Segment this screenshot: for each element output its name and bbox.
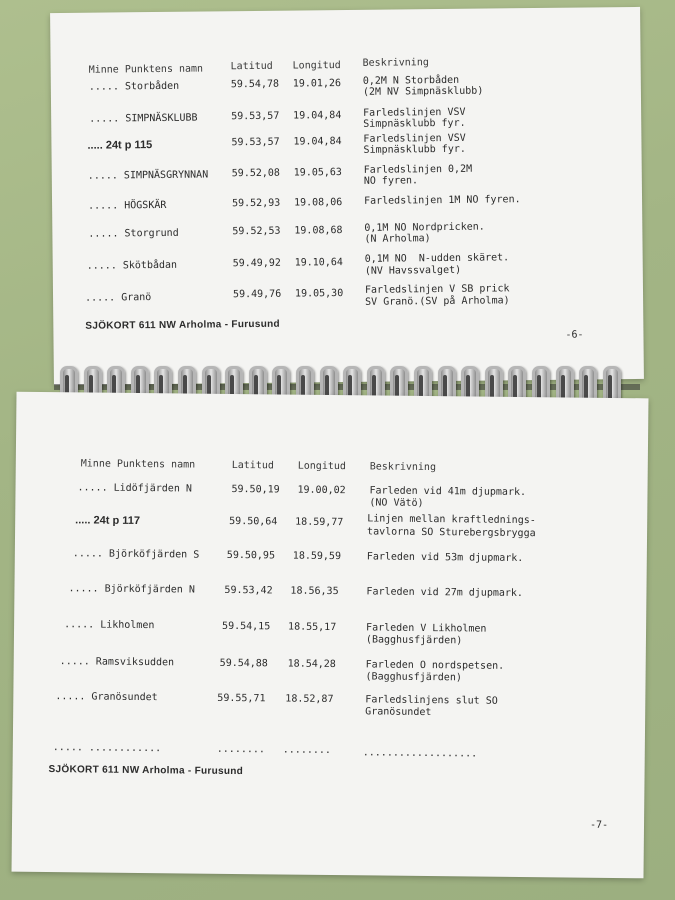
latitude: 59.54,15	[222, 620, 271, 633]
point-name: ..... Björköfjärden N	[68, 583, 195, 596]
longitude: 18.59,77	[295, 516, 344, 529]
blank-latitude: ........	[216, 743, 266, 756]
point-name: ..... Granö	[84, 292, 152, 304]
table-row	[15, 583, 647, 600]
latitude: 59.52,08	[231, 167, 280, 180]
page-number: -6-	[565, 329, 584, 341]
description-line-2: (2M NV Simpnäsklubb)	[362, 85, 484, 98]
longitude: 19.05,63	[293, 167, 342, 179]
description-line-2: (NO Vätö)	[369, 497, 424, 509]
latitude: 59.50,19	[231, 483, 280, 496]
description-line-2: NO fyren.	[363, 175, 419, 187]
longitude: 19.08,68	[294, 225, 343, 237]
header-latitude: Latitud	[231, 459, 274, 472]
point-name: ..... HÖGSKÄR	[88, 199, 167, 212]
latitude: 59.53,57	[231, 110, 280, 123]
description-line-1: Farleden vid 41m djupmark.	[369, 485, 527, 499]
table-row	[14, 619, 646, 647]
point-name: ..... 24t p 117	[75, 514, 141, 528]
longitude: 19.00,02	[297, 484, 346, 497]
header-latitude: Latitud	[230, 60, 273, 73]
description-line-1: Farledslinjen VSV	[363, 106, 466, 119]
description-line-1: Farledslinjens slut SO	[365, 694, 498, 707]
header-longitude: Longitud	[292, 60, 341, 72]
latitude: 59.52,53	[232, 225, 281, 238]
description-line-2: tavlorna SO Sturebergsbrygga	[367, 526, 536, 540]
point-name: ..... SIMPNÄSGRYNNAN	[87, 169, 209, 182]
blank-longitude: ........	[282, 744, 332, 757]
description-line-2: Simpnäsklubb fyr.	[363, 143, 466, 156]
longitude: 18.55,17	[288, 621, 337, 634]
description-line-2: (NV Havssvalget)	[364, 264, 462, 277]
point-name: ..... Storbåden	[88, 80, 180, 93]
table-row	[15, 513, 647, 540]
table-row	[15, 548, 647, 565]
description-line-2: Simpnäsklubb fyr.	[363, 117, 466, 130]
description-line-2: (Bagghusfjärden)	[365, 671, 462, 684]
point-name: ..... Skötbådan	[86, 259, 178, 272]
longitude: 19.04,84	[293, 110, 342, 122]
longitude: 18.54,28	[287, 658, 336, 671]
notebook-page-6	[50, 7, 644, 385]
table-row	[51, 132, 641, 156]
point-name: ..... Likholmen	[64, 619, 155, 632]
latitude: 59.53,57	[231, 136, 280, 149]
longitude: 18.52,87	[285, 693, 334, 706]
latitude: 59.52,93	[232, 197, 281, 210]
table-row	[14, 656, 646, 684]
description-line-1: Farledslinjen 0,2M	[363, 163, 473, 176]
description-line-1: Farledslinjen 1M NO fyren.	[363, 194, 521, 207]
latitude: 59.50,95	[226, 549, 276, 562]
blank-name: ..... ............	[52, 742, 162, 755]
longitude: 19.08,06	[294, 197, 343, 209]
description-line-1: 0,2M N Storbåden	[362, 74, 460, 87]
point-name: ..... Lidöfjärden N	[77, 482, 192, 495]
point-name: ..... Storgrund	[88, 227, 179, 240]
description-line-1: Farleden vid 27m djupmark.	[366, 586, 524, 600]
header-name: Minne Punktens namn	[88, 63, 204, 76]
point-name: ..... Ramsviksudden	[59, 656, 175, 669]
description-line-1: 0,1M NO Nordpricken.	[364, 221, 485, 234]
description-line-2: SV Granö.(SV på Arholma)	[365, 295, 510, 308]
longitude: 19.05,30	[294, 288, 344, 300]
header-description: Beskrivning	[369, 461, 437, 474]
latitude: 59.49,76	[232, 288, 282, 301]
description-line-1: Farleden V Likholmen	[366, 622, 487, 635]
latitude: 59.53,42	[224, 584, 273, 597]
header-description: Beskrivning	[362, 57, 429, 69]
description-line-2: Granösundet	[365, 706, 432, 719]
description-line-1: Farledslinjen VSV	[363, 132, 466, 145]
description-line-1: Linjen mellan kraftlednings-	[367, 513, 536, 527]
latitude: 59.55,71	[217, 692, 266, 705]
notebook-page-7	[12, 392, 649, 879]
table-row	[51, 106, 641, 130]
longitude: 19.10,64	[294, 257, 343, 269]
description-line-1: Farledslinjen V SB prick	[364, 283, 510, 296]
table-row	[53, 252, 643, 277]
longitude: 19.01,26	[292, 78, 342, 90]
header-name: Minne Punktens namn	[80, 458, 196, 471]
table-row	[52, 163, 642, 187]
chart-footer-title: SJÖKORT 611 NW Arholma - Furusund	[85, 318, 280, 332]
point-name: ..... SIMPNÄSKLUBB	[89, 112, 198, 125]
blank-description: ...................	[362, 747, 478, 760]
chart-footer-title: SJÖKORT 611 NW Arholma - Furusund	[48, 764, 244, 778]
table-row	[13, 691, 645, 719]
table-row	[16, 482, 648, 509]
point-name: ..... Granösundet	[55, 691, 158, 704]
description-line-2: (Bagghusfjärden)	[365, 634, 463, 647]
description-line-1: Farleden O nordspetsen.	[365, 659, 505, 672]
table-row	[53, 283, 643, 308]
header-longitude: Longitud	[297, 460, 346, 473]
latitude: 59.49,92	[232, 257, 281, 270]
description-line-1: Farleden vid 53m djupmark.	[366, 551, 524, 565]
point-name: ..... Björköfjärden S	[72, 548, 200, 561]
latitude: 59.50,64	[229, 515, 278, 528]
table-row	[51, 74, 641, 98]
table-row	[52, 194, 642, 212]
page-number: -7-	[589, 819, 609, 831]
description-line-2: (N Arholma)	[364, 233, 431, 245]
longitude: 18.56,35	[290, 585, 339, 598]
description-line-1: 0,1M NO N-udden skäret.	[364, 252, 510, 265]
latitude: 59.54,88	[219, 657, 268, 670]
point-name: ..... 24t p 115	[87, 139, 153, 152]
longitude: 18.59,59	[292, 550, 342, 563]
latitude: 59.54,78	[230, 78, 280, 91]
longitude: 19.04,84	[293, 136, 342, 148]
table-row	[52, 221, 642, 245]
blank-row	[13, 742, 645, 760]
